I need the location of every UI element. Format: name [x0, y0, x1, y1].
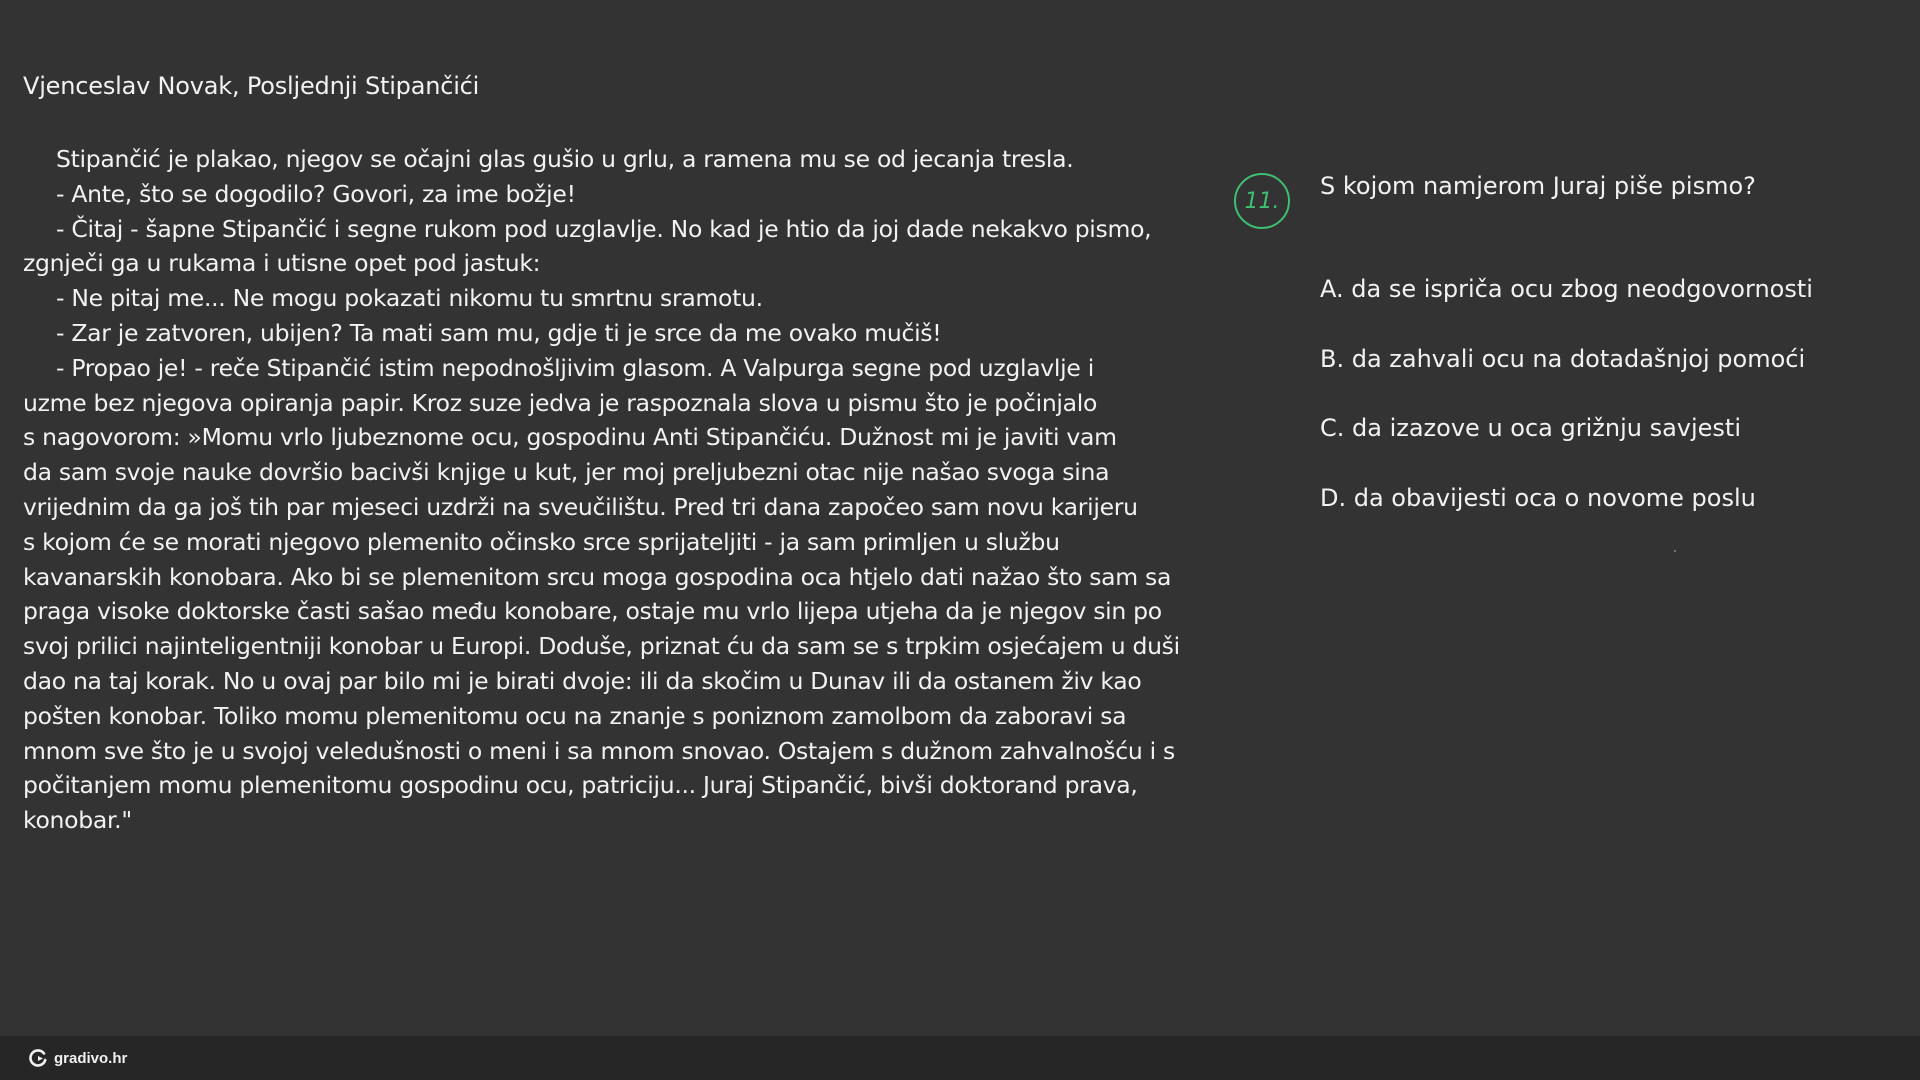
passage-text [23, 142, 1243, 838]
passage-line: konobar." [23, 806, 132, 835]
passage-line: kavanarskih konobara. Ako bi se plemenitom srcu moga gospodina oca htjelo dati nažao što sam sa [23, 562, 1172, 591]
brand-link[interactable] [28, 1048, 127, 1068]
question-number: 11. [1244, 188, 1280, 214]
passage-line: svoj prilici najinteligentniji konobar u Europi. Doduše, priznat ću da sam se s trpkim osjećajem u duši [23, 632, 1180, 661]
passage-line: počitanjem momu plemenitomu gospodinu ocu, patriciju... Juraj Stipančić, bivši doktorand prava, [23, 771, 1138, 800]
question-number-badge [1234, 173, 1290, 229]
answer-option-c[interactable]: C. da izazove u oca grižnju savjesti [1320, 414, 1742, 442]
passage-line: - Zar je zatvoren, ubijen? Ta mati sam mu, gdje ti je srce da me ovako mučiš! [56, 318, 942, 347]
passage-line: - Ante, što se dogodilo? Govori, za ime božje! [56, 179, 576, 208]
passage-line: pošten konobar. Toliko momu plemenitomu ocu na znanje s poniznom zamolbom da zaboravi sa [23, 701, 1127, 730]
passage-line: - Čitaj - šapne Stipančić i segne rukom pod uzglavlje. No kad je htio da joj dade nekakvo pismo, [56, 214, 1152, 243]
passage-line: uzme bez njegova opiranja papir. Kroz suze jedva je raspoznala slova u pismu što je počinjalo [23, 388, 1098, 417]
passage-line: Stipančić je plakao, njegov se očajni glas gušio u grlu, a ramena mu se od jecanja tresla. [56, 145, 1074, 173]
passage-line: dao na taj korak. No u ovaj par bilo mi je birati dvoje: ili da skočim u Dunav ili da ostanem živ kao [23, 666, 1142, 695]
gradivo-logo-icon [28, 1048, 48, 1068]
answer-option-a[interactable]: A. da se ispriča ocu zbog neodgovornosti [1320, 275, 1813, 303]
question-text: S kojom namjerom Juraj piše pismo? [1320, 172, 1756, 200]
footer-bar [0, 1036, 1920, 1080]
passage-line: s nagovorom: »Momu vrlo ljubeznome ocu, gospodinu Anti Stipančiću. Dužnost mi je javiti vam [23, 423, 1117, 452]
passage-line: vrijednim da ga još tih par mjeseci uzdrži na sveučilištu. Pred tri dana započeo sam novu karijeru [23, 492, 1138, 521]
passage-line: mnom sve što je u svojoj veledušnosti o meni i sa mnom snovao. Ostajem s dužnom zahvalnošću i s [23, 736, 1175, 765]
brand-name: gradivo.hr [54, 1049, 128, 1067]
passage-line: s kojom će se morati njegovo plemenito očinsko srce sprijateljiti - ja sam primljen u službu [23, 527, 1060, 556]
passage-line: zgnječi ga u rukama i utisne opet pod jastuk: [23, 249, 541, 278]
answer-options [1320, 275, 1813, 553]
answer-option-d[interactable]: D. da obavijesti oca o novome poslu [1320, 483, 1756, 512]
canvas-speck [1674, 550, 1676, 552]
passage-line: praga visoke doktorske časti sašao među konobare, ostaje mu vrlo lijepa utjeha da je njegov sin po [23, 597, 1162, 626]
passage-line: da sam svoje nauke dovršio bacivši knjige u kut, jer moj preljubezni otac nije našao svoga sina [23, 458, 1110, 487]
passage-line: - Propao je! - reče Stipančić istim nepodnošljivim glasom. A Valpurga segne pod uzglavlje i [56, 353, 1094, 382]
answer-option-b[interactable]: B. da zahvali ocu na dotadašnjoj pomoći [1320, 344, 1806, 373]
passage-title: Vjenceslav Novak, Posljednji Stipančići [23, 72, 480, 100]
passage-line: - Ne pitaj me... Ne mogu pokazati nikomu tu smrtnu sramotu. [56, 284, 763, 313]
